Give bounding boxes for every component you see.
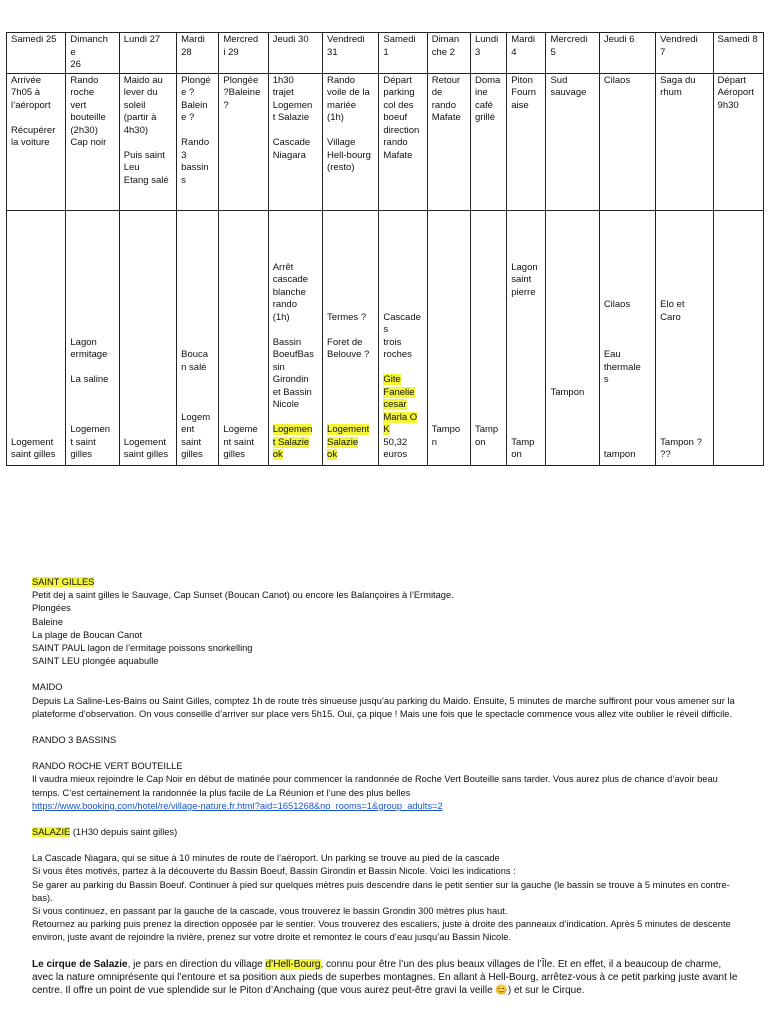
section-title-saint-gilles: SAINT GILLES — [32, 577, 95, 587]
day-header-cell: Jeudi 6 — [599, 33, 655, 74]
highlighted-booking: Logemen t Salazie ok — [272, 424, 313, 460]
section-title-rando-3-bassins: RANDO 3 BASSINS — [32, 735, 117, 746]
lodging-cell: Cilaos Eau thermale s tampon — [599, 210, 655, 465]
day-header-cell: Lundi 3 — [470, 33, 506, 74]
cirque-text: , connu pour être l’un des plus beaux villages de l’Île. Et en effet, il a beaucoup de charme, avec la nature omniprésente qui l’entoure et sa position aux pieds de superbes montagnes. En allant à Hell-Bourg, arrêtez-vous à ce petit parking juste avant le centre. Il offre un point de vue splendide sur le Piton d’Anchaing (que vous aurez peut-être gravi la veille 😊) et sur le Cirque. — [32, 958, 738, 997]
lodging-cell: Tampon — [546, 210, 599, 465]
lodging-cell — [713, 210, 763, 465]
day-header-cell: Mercred i 29 — [219, 33, 268, 74]
cirque-title: Le cirque de Salazie — [32, 958, 128, 970]
section-title-roche-vert: RANDO ROCHE VERT BOUTEILLE — [32, 761, 183, 772]
lodging-cell: Tampo n — [427, 210, 470, 465]
day-header-cell: Mardi 28 — [177, 33, 219, 74]
day-header-cell: Vendredi 31 — [323, 33, 379, 74]
activities-cell: Maido au lever du soleil (partir à 4h30) Puis saint Leu Etang salé — [119, 73, 176, 210]
day-header-cell: Vendredi 7 — [656, 33, 713, 74]
lodging-cell: Logement saint gilles — [119, 210, 176, 465]
note-line: La plage de Boucan Canot — [32, 629, 143, 640]
note-line: Baleine — [32, 616, 64, 627]
roche-vert-text: Il vaudra mieux rejoindre le Cap Noir en début de matinée pour commencer la randonnée de Roche Vert Bouteille sans tarder. Vous aurez plus de chance d’avoir beau temps. C’est certainement la randonnée la plus facile de La Réunion et l’une des plus belles — [32, 774, 718, 798]
day-header-cell: Dimanch e 26 — [66, 33, 119, 74]
activities-cell: Saga du rhum — [656, 73, 713, 210]
activities-cell: Piton Fourn aise — [507, 73, 546, 210]
note-line: Plongées — [32, 603, 71, 614]
day-header-cell: Diman che 2 — [427, 33, 470, 74]
cirque-text: , je pars en direction du village — [127, 958, 266, 970]
highlighted-booking: Logement Salazie ok — [327, 424, 370, 460]
activities-cell: Départ parking col des boeuf direction rando Mafate — [379, 73, 427, 210]
lodging-cell: Arrêt cascade blanche rando (1h) Bassin BoeufBas sin Girondin et Bassin Nicole Logemen t Salazie ok — [268, 210, 322, 465]
hell-bourg-highlight: d’Hell-Bourg — [265, 958, 321, 970]
day-header-cell: Lundi 27 — [119, 33, 176, 74]
section-title-maido: MAIDO — [32, 682, 63, 693]
cirque-paragraph — [32, 958, 738, 998]
day-header-cell: Samedi 25 — [7, 33, 66, 74]
day-header-cell: Samedi 1 — [379, 33, 427, 74]
lodging-cell: Elo et Caro Tampon ? ?? — [656, 210, 713, 465]
activities-cell: Rando roche vert bouteille (2h30) Cap noir — [66, 73, 119, 210]
activities-row — [7, 73, 764, 210]
day-header-cell: Mardi 4 — [507, 33, 546, 74]
activities-cell: Plongée ?Baleine ? — [219, 73, 268, 210]
note-line: Retournez au parking puis prenez la direction opposée par le sentier. Vous trouverez des escaliers, juste à droite des panneaux d’indication. Après 5 minutes de descente environ, juste avant de rejoindre la rivière, prenez sur votre droite et remontez le cours d’eau jusqu’au Bassin Nicole. — [32, 919, 731, 943]
lodging-cell: Bouca n salé Logem ent saint gilles — [177, 210, 219, 465]
activities-cell: 1h30 trajet Logemen t Salazie Cascade Niagara — [268, 73, 322, 210]
note-line: La Cascade Niagara, qui se situe à 10 minutes de route de l’aéroport. Un parking se trouve au pied de la cascade — [32, 853, 500, 864]
activities-cell: Arrivée 7h05 à l’aéroport Récupérer la voiture — [7, 73, 66, 210]
activities-cell: Rando voile de la mariée (1h) Village Hell-bourg (resto) — [323, 73, 379, 210]
notes-section — [32, 576, 738, 997]
lodging-cell: Tamp on — [470, 210, 506, 465]
note-line: SAINT PAUL lagon de l’ermitage poissons snorkelling — [32, 643, 253, 654]
note-line: Se garer au parking du Bassin Boeuf. Continuer à pied sur quelques mètres puis descendre dans le petit sentier sur la gauche (le bassin se trouve à 5 minutes en contre-bas). — [32, 879, 730, 903]
activities-cell: Retour de rando Mafate — [427, 73, 470, 210]
note-line: Petit dej a saint gilles le Sauvage, Cap Sunset (Boucan Canot) ou encore les Balançoires à l’Ermitage. — [32, 590, 454, 601]
activities-cell: Sud sauvage — [546, 73, 599, 210]
lodging-cell: Lagon ermitage La saline Logemen t saint gilles — [66, 210, 119, 465]
booking-link[interactable]: https://www.booking.com/hotel/re/village-nature.fr.html?aid=1651268&no_rooms=1&group_adults=2 — [32, 800, 443, 811]
highlighted-booking: Gite Fanelie cesar Marla OK — [383, 374, 418, 435]
lodging-row — [7, 210, 764, 465]
lodging-cell: Lagon saint pierre Tamp on — [507, 210, 546, 465]
lodging-cell: Cascades trois roches Gite Fanelie cesar Marla OK 50,32 euros — [379, 210, 427, 465]
lodging-cell: Termes ? Foret de Belouve ? Logement Salazie ok — [323, 210, 379, 465]
salazie-subtitle: (1H30 depuis saint gilles) — [70, 827, 178, 838]
section-title-salazie: SALAZIE — [32, 827, 71, 838]
maido-text: Depuis La Saline-Les-Bains ou Saint Gilles, comptez 1h de route très sinueuse jusqu’au parking du Maido. Ensuite, 5 minutes de marche suffiront pour vous amener sur la plateforme d’observation. On vous conseille d’arriver sur place vers 5h15. Oui, ça pique ! Mais une fois que le spectacle commence vous allez vite oublier le réveil difficile. — [32, 695, 735, 719]
day-header-cell: Mercredi 5 — [546, 33, 599, 74]
lodging-cell: Logement saint gilles — [7, 210, 66, 465]
activities-cell: Plongé e ? Balein e ? Rando 3 bassin s — [177, 73, 219, 210]
note-line: Si vous continuez, en passant par la gauche de la cascade, vous trouverez le bassin Grondin 300 mètres plus haut. — [32, 906, 508, 917]
itinerary-table — [6, 32, 764, 466]
day-header-row — [7, 33, 764, 74]
day-header-cell: Jeudi 30 — [268, 33, 322, 74]
note-line: SAINT LEU plongée aquabulle — [32, 656, 159, 667]
activities-cell: Cilaos — [599, 73, 655, 210]
activities-cell: Départ Aéroport 9h30 — [713, 73, 763, 210]
day-header-cell: Samedi 8 — [713, 33, 763, 74]
note-line: Si vous êtes motivés, partez à la découverte du Bassin Boeuf, Bassin Girondin et Bassin Nicole. Voici les indications : — [32, 866, 516, 877]
activities-cell: Doma ine café grillé — [470, 73, 506, 210]
lodging-cell: Logeme nt saint gilles — [219, 210, 268, 465]
